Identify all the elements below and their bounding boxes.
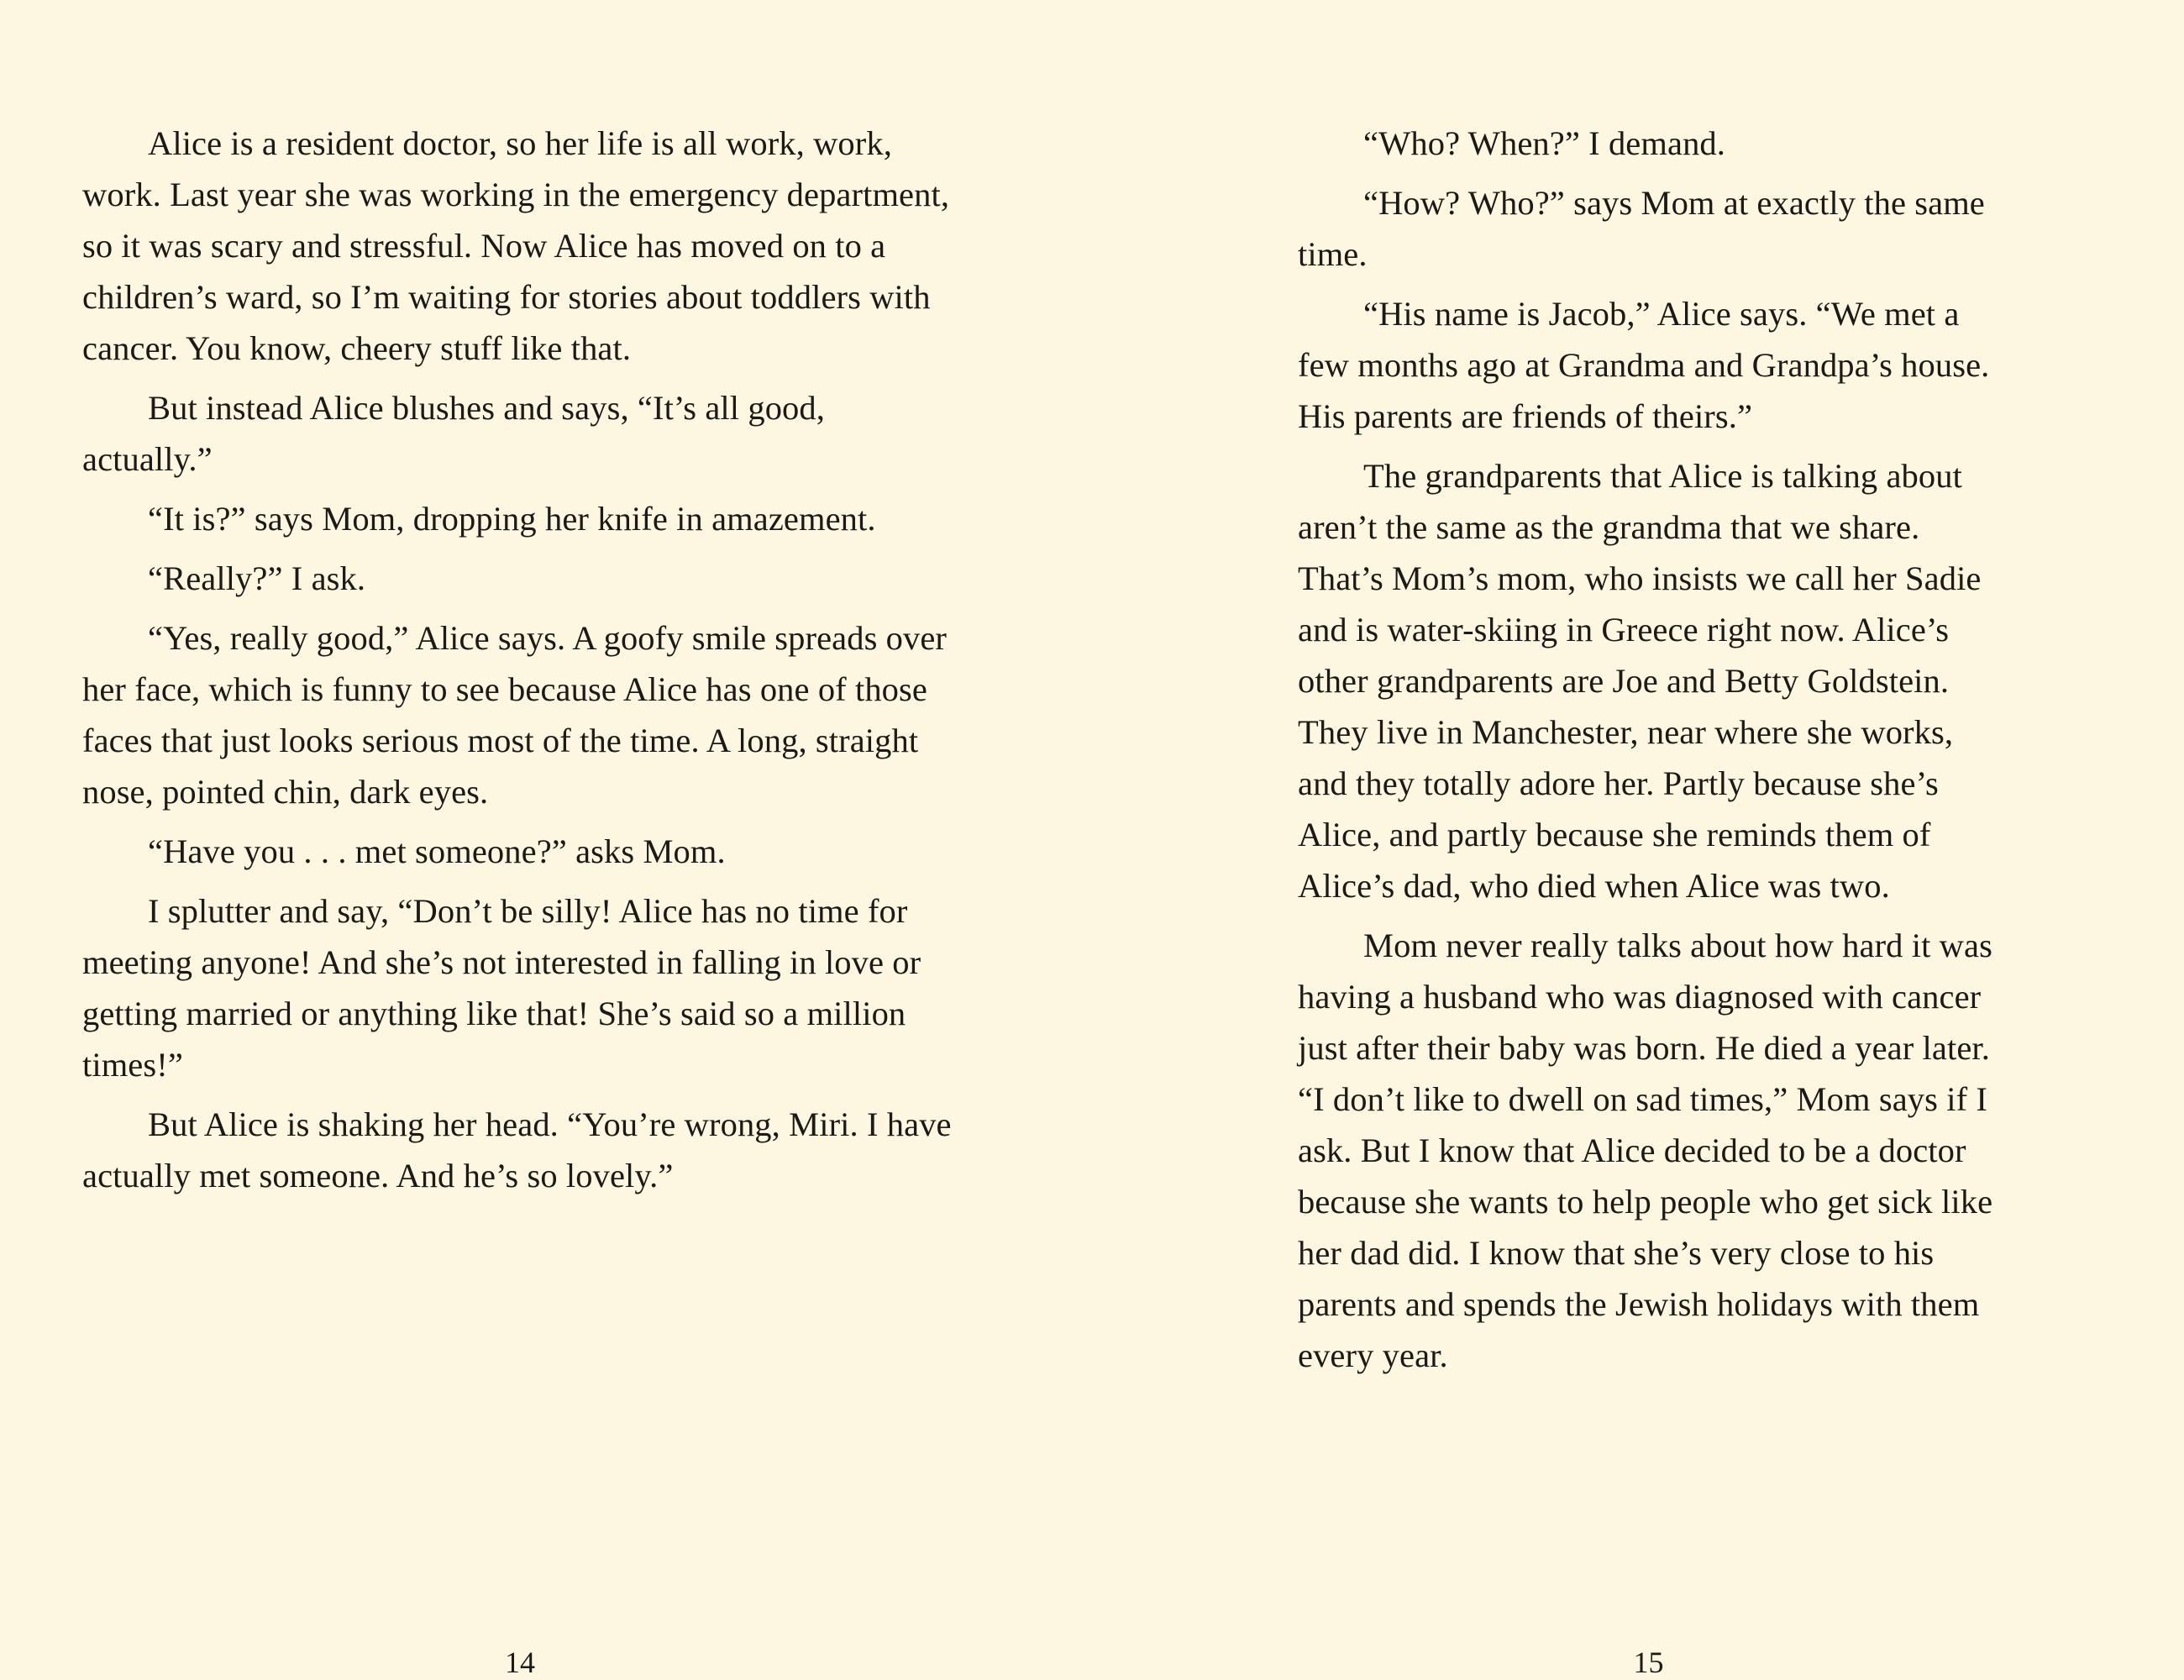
paragraph: “How? Who?” says Mom at exactly the same time. [1298, 184, 1985, 273]
paragraph: I splutter and say, “Don’t be silly! Alice has no time for meeting anyone! And she’s not interested in falling in love or getting married or anything like that! She’s said so a million times!” [82, 892, 921, 1084]
paragraph: But instead Alice blushes and says, “It’s all good, actually.” [82, 389, 825, 478]
right-page [1008, 118, 2100, 1679]
left-page-text [82, 118, 958, 1201]
paragraph: “Yes, really good,” Alice says. A goofy smile spreads over her face, which is funny to see because Alice has one of those faces that just looks serious most of the time. A long, straight nose, pointed chin, dark eyes. [82, 619, 948, 811]
page-number-left: 14 [505, 1646, 535, 1679]
paragraph: Mom never really talks about how hard it was having a husband who was diagnosed with cancer just after their baby was born. He died a year later. “I don’t like to dwell on sad times,” Mom says if I ask. But I know that Alice decided to be a doctor because she wants to help people who get sick like her dad did. I know that she’s very close to his parents and spends the Jewish holidays with them every year. [1298, 927, 1993, 1374]
paragraph: The grandparents that Alice is talking about aren’t the same as the grandma that we share. That’s Mom’s mom, who insists we call her Sadie and is water-skiing in Greece right now. Alice’s other grandparents are Joe and Betty Goldstein. They live in Manchester, near where she works, and they totally adore her. Partly because she’s Alice, and partly because she reminds them of Alice’s dad, who died when Alice was two. [1298, 457, 1982, 905]
paragraph: “Have you . . . met someone?” asks Mom. [148, 832, 726, 870]
right-page-text [1298, 118, 1999, 1381]
left-page [0, 118, 1008, 1679]
paragraph: But Alice is shaking her head. “You’re wrong, Miri. I have actually met someone. And he’s so lovely.” [82, 1105, 952, 1194]
paragraph: “Really?” I ask. [148, 559, 366, 597]
paragraph: Alice is a resident doctor, so her life is all work, work, work. Last year she was working in the emergency department, so it was scary and stressful. Now Alice has moved on to a children’s ward, so I’m waiting for stories about toddlers with cancer. You know, cheery stuff like that. [82, 124, 950, 367]
paragraph: “His name is Jacob,” Alice says. “We met a few months ago at Grandma and Grandpa’s house. His parents are friends of theirs.” [1298, 295, 1990, 435]
paragraph: “Who? When?” I demand. [1363, 124, 1725, 162]
page-number-right: 15 [1633, 1646, 1664, 1679]
paragraph: “It is?” says Mom, dropping her knife in amazement. [148, 500, 876, 538]
